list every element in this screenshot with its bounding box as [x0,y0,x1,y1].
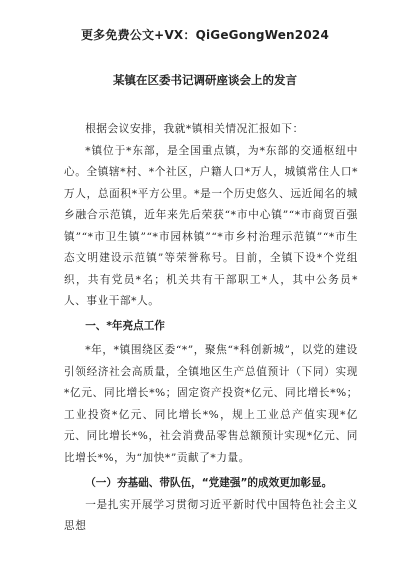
subsection-heading: （一）夯基础、带队伍，“党建强”的成效更加彰显。 [85,477,333,489]
overview-paragraph: *镇位于*东部，是全国重点镇，为*东部的交通枢纽中心。全镇辖*村、*个社区，户籍人口*万人，城镇常住人口*万人，总面积*平方公里。*是一个历史悠久、远近闻名的城乡融合示范镇，近年来先后荣获“*市中心镇”“*市商贸百强镇”“*市卫生镇”“*市园林镇”“*市乡村治理示范镇”“*市生态文明建设示范镇”等荣誉称号。目前，全镇下设*个党组织，共有党员*名；机关共有干部职工*人，其中公务员*人、事业干部*人。 [64,144,358,307]
subsection-paragraph: 一是扎实开展学习贯彻习近平新时代中国特色社会主义思想 [64,498,358,532]
section-paragraph: *年，*镇围绕区委“*”，聚焦“*科创新城”，以党的建设引领经济社会高质量，全镇地区生产总值预计（下同）实现*亿元、同比增长*%；固定资产投资*亿元、同比增长*%；工业投资*亿元、同比增长*%，规上工业总产值实现*亿元、同比增长*%，社会消费品零售总额预计实现*亿元、同比增长*%，为“加快*”贡献了*力量。 [64,344,358,464]
section-heading: 一、*年亮点工作 [85,319,165,332]
page-header: 更多免费公文+VX：QiGeGongWen2024 [80,28,329,42]
document-body [64,119,358,532]
intro-paragraph: 根据会议安排，我就*镇相关情况汇报如下： [85,123,304,135]
document-title: 某镇在区委书记调研座谈会上的发言 [113,73,297,87]
